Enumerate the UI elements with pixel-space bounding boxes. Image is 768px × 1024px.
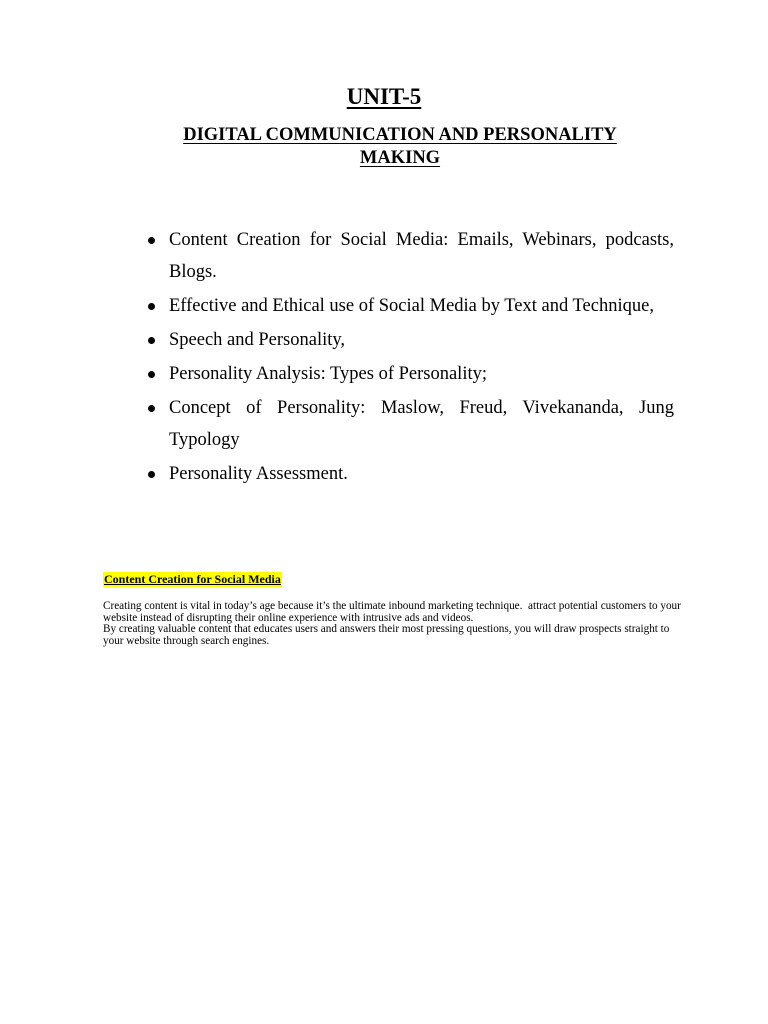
bullet-icon [148, 237, 155, 244]
topic-item [147, 392, 674, 456]
unit-title: UNIT-5 [346, 84, 422, 109]
topic-item [147, 224, 674, 288]
topic-item [147, 324, 674, 356]
section-paragraph: Creating content is vital in today’s age because it’s the ultimate inbound marketing technique. attract potential customers to your website instead of disrupting their online experience with intrusive ads and videos. [103, 600, 684, 624]
chapter-title: DIGITAL COMMUNICATION AND PERSONALITY MAKING [183, 125, 617, 168]
topic-list [147, 224, 674, 492]
topic-text: Speech and Personality, [169, 330, 346, 350]
bullet-icon [148, 303, 155, 310]
topic-text: Personality Assessment. [169, 464, 348, 484]
bullet-icon [148, 471, 155, 478]
topic-item [147, 358, 674, 390]
topic-item [147, 290, 674, 322]
section-paragraph: By creating valuable content that educates users and answers their most pressing questions, you will draw prospects straight to your website through search engines. [103, 623, 673, 647]
bullet-icon [148, 337, 155, 344]
topic-text: Effective and Ethical use of Social Media by Text and Technique, [169, 296, 654, 316]
section-heading: Content Creation for Social Media [104, 572, 281, 586]
topic-text: Personality Analysis: Types of Personality; [169, 364, 487, 384]
topic-text: Content Creation for Social Media: Emails, Webinars, podcasts, Blogs. [169, 230, 674, 282]
topic-item [147, 458, 674, 490]
section-body [103, 601, 683, 647]
topic-text: Concept of Personality: Maslow, Freud, Vivekananda, Jung Typology [169, 398, 674, 450]
bullet-icon [148, 371, 155, 378]
bullet-icon [148, 405, 155, 412]
